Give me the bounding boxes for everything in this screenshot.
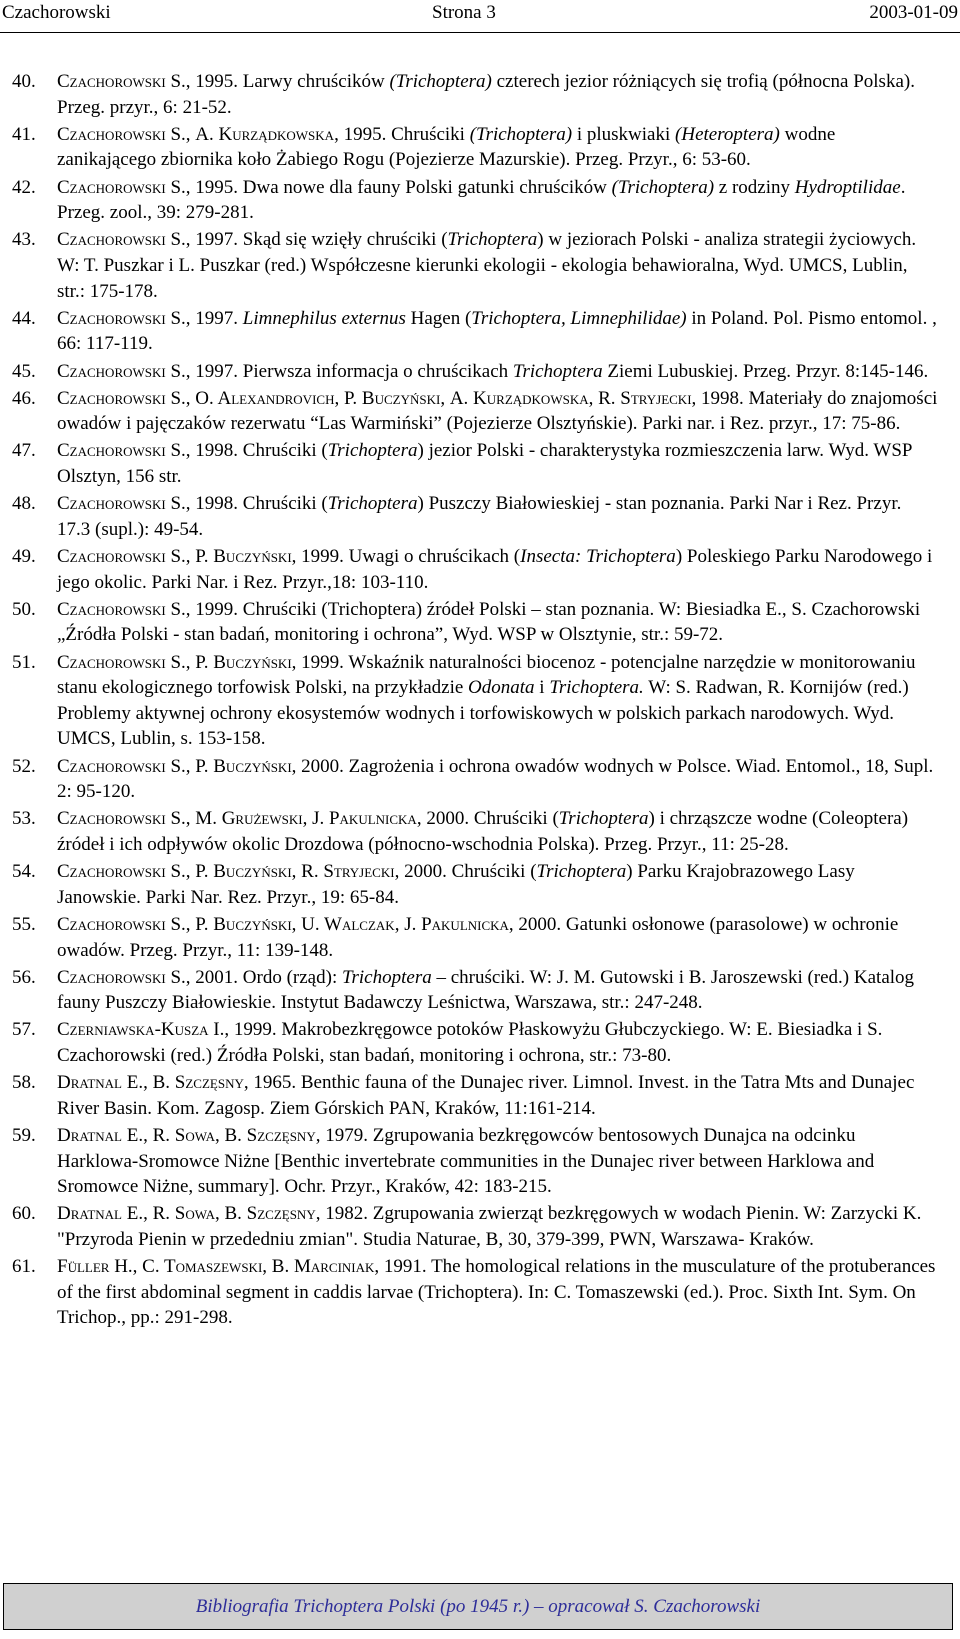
reference-text: , 1995. Larwy chruścików bbox=[185, 71, 390, 92]
reference-italic-text: Trichoptera bbox=[327, 440, 418, 462]
reference-text: , bbox=[143, 1072, 153, 1094]
reference-author: Dratnal E. bbox=[57, 1125, 144, 1147]
reference-number: 50. bbox=[12, 598, 36, 620]
header-date: 2003-01-09 bbox=[869, 2, 958, 23]
reference-text: , bbox=[185, 808, 196, 830]
reference-author: J. Pakulnicka bbox=[312, 808, 417, 830]
reference-text: , bbox=[214, 1125, 225, 1147]
reference-author: Czachorowski S. bbox=[57, 71, 186, 92]
reference-text: – chruściki. W: J. M. Gutowski i B. Jaroszewski (red.) Katalog fauny Puszczy Białowieskie. Instytut Badawczy Leśnictwa, Warszawa, str.: 247-248. bbox=[57, 966, 915, 1014]
reference-text: , 2000. Gatunki osłonowe (parasolowe) w ochronie owadów. Przeg. Przyr., 11: 139-148. bbox=[57, 913, 899, 961]
reference-number: 60. bbox=[12, 1203, 36, 1225]
reference-item bbox=[12, 438, 938, 489]
reference-italic-text: Trichoptera bbox=[558, 808, 649, 830]
reference-item bbox=[12, 175, 938, 226]
reference-author: Czachorowski S. bbox=[57, 440, 186, 462]
reference-text: , 1997. bbox=[185, 307, 243, 329]
reference-item bbox=[12, 650, 938, 752]
footer-text: Bibliografia Trichoptera Polski (po 1945 r.) – opracował S. Czachorowski bbox=[195, 1596, 761, 1617]
reference-italic-text: Trichoptera. bbox=[549, 677, 644, 699]
reference-number: 57. bbox=[12, 1019, 36, 1041]
reference-number: 54. bbox=[12, 861, 36, 883]
reference-number: 46. bbox=[12, 387, 36, 409]
reference-text: , 2000. Chruściki ( bbox=[394, 861, 537, 883]
reference-author: R. Stryjecki bbox=[598, 387, 692, 409]
reference-author: P. Buczyński bbox=[195, 913, 292, 935]
reference-number: 55. bbox=[12, 913, 36, 935]
reference-author: O. Alexandrovich bbox=[195, 387, 335, 409]
reference-number: 48. bbox=[12, 493, 36, 515]
reference-item bbox=[12, 806, 938, 857]
reference-text: i bbox=[534, 677, 550, 699]
reference-item bbox=[12, 859, 938, 910]
reference-text: , 1979. Zgrupowania bezkręgowców bentosowych Dunajca na odcinku Harklowa-Sromowce Niżne [Benthic invertebrate communities in the Dunajec river between Harklowa and Sromowce Niżne, summary]. Ochr. Przyr., Kraków, 42: 183-215. bbox=[57, 1125, 875, 1198]
reference-text: , bbox=[143, 1203, 153, 1225]
reference-text: , 1982. Zgrupowania zwierząt bezkręgowych w wodach Pienin. W: Zarzycki K. "Przyroda Pienin w przededniu zmian". Studia Naturae, B, 30, 379-399, PWN, Warszawa- Kraków. bbox=[57, 1203, 922, 1250]
reference-author: M. Grużewski bbox=[195, 808, 303, 830]
reference-text: ) i chrząszcze wodne (Coleoptera) źródeł i ich odpływów okolic Drozdowa (północno-wschodnia Polska). Przeg. Przyr., 11: 25-28. bbox=[57, 808, 909, 855]
reference-text: , bbox=[291, 861, 302, 883]
reference-text: ) jezior Polski - charakterystyka rozmieszczenia larw. Wyd. WSP Olsztyn, 156 str. bbox=[57, 440, 912, 488]
reference-text: , 2000. Chruściki ( bbox=[416, 808, 559, 830]
reference-number: 56. bbox=[12, 966, 36, 988]
reference-text: Hagen ( bbox=[405, 307, 472, 329]
reference-author: Czachorowski S. bbox=[57, 755, 186, 777]
reference-text: , 1999. Makrobezkręgowce potoków Płaskowyżu Głubczyckiego. W: E. Biesiadka i S. Czachorowski (red.) Źródła Polski, stan badań, monitoring i ochrona, str.: 73-80. bbox=[57, 1019, 883, 1067]
header-author: Czachorowski bbox=[2, 2, 111, 23]
reference-italic-text: (Trichoptera) bbox=[611, 176, 715, 198]
reference-number: 40. bbox=[12, 71, 36, 92]
reference-item bbox=[12, 912, 938, 963]
reference-author: Czachorowski S. bbox=[57, 387, 186, 409]
reference-author: B. Szczęsny bbox=[152, 1072, 244, 1094]
reference-author: P. Buczyński bbox=[195, 861, 292, 883]
reference-author: Czachorowski S. bbox=[57, 861, 186, 883]
reference-item bbox=[12, 359, 938, 385]
reference-text: , 1997. Pierwsza informacja o chruścikach bbox=[185, 360, 513, 382]
header-page-number: Strona 3 bbox=[432, 2, 496, 23]
reference-number: 59. bbox=[12, 1125, 36, 1147]
reference-italic-text: Trichoptera bbox=[341, 966, 432, 988]
reference-text: , bbox=[588, 387, 599, 409]
reference-item bbox=[12, 754, 938, 805]
reference-author: Czachorowski S. bbox=[57, 808, 186, 830]
reference-item bbox=[12, 69, 938, 120]
reference-text: , 2000. Zagrożenia i ochrona owadów wodnych w Polsce. Wiad. Entomol., 18, Supl. 2: 95-120. bbox=[57, 755, 934, 803]
reference-author: Dratnal E. bbox=[57, 1203, 144, 1225]
reference-text: , 2001. Ordo (rząd): bbox=[185, 966, 342, 988]
reference-italic-text: Trichoptera bbox=[327, 493, 418, 515]
reference-text: , bbox=[185, 861, 196, 883]
reference-text: , bbox=[132, 1256, 143, 1278]
reference-italic-text: Odonata bbox=[468, 677, 535, 699]
reference-text: . Przeg. zool., 39: 279-281. bbox=[57, 176, 906, 224]
reference-number: 41. bbox=[12, 123, 36, 145]
reference-author: R. Stryjecki bbox=[301, 861, 395, 883]
reference-author: J. Pakulnicka bbox=[404, 913, 509, 935]
reference-text: , bbox=[185, 387, 196, 409]
reference-author: Czachorowski S. bbox=[57, 493, 186, 515]
reference-italic-text: Trichoptera bbox=[447, 229, 538, 251]
reference-item bbox=[12, 1070, 938, 1121]
reference-author: Czachorowski S. bbox=[57, 913, 186, 935]
reference-author: Czachorowski S. bbox=[57, 123, 186, 145]
reference-italic-text: Limnephilus externus bbox=[242, 307, 406, 329]
reference-text: , bbox=[302, 808, 313, 830]
reference-text: , 1999. Uwagi o chruścikach ( bbox=[291, 546, 521, 568]
reference-author: Czachorowski S. bbox=[57, 651, 186, 673]
reference-number: 61. bbox=[12, 1256, 36, 1278]
page-header bbox=[0, 2, 960, 33]
reference-item bbox=[12, 1123, 938, 1200]
reference-author: Czachorowski S. bbox=[57, 546, 186, 568]
reference-text: , 1998. Materiały do znajomości owadów i pajęczaków rezerwatu “Las Warmiński” (Pojezierze Olsztyńskie). Parki nar. i Rez. przyr., 17: 75-86. bbox=[57, 387, 938, 435]
reference-text: , bbox=[185, 123, 196, 145]
reference-italic-text: Hydroptilidae bbox=[794, 176, 901, 198]
reference-text: i pluskwiaki bbox=[572, 123, 676, 145]
reference-text: , bbox=[185, 546, 196, 568]
reference-author: R. Sowa bbox=[152, 1203, 215, 1225]
reference-author: A. Kurządkowska bbox=[195, 123, 335, 145]
reference-text: , bbox=[262, 1256, 272, 1278]
reference-item bbox=[12, 491, 938, 542]
reference-item bbox=[12, 597, 938, 648]
reference-author: Czachorowski S. bbox=[57, 966, 186, 988]
reference-author: U. Walczak bbox=[301, 913, 395, 935]
reference-text: , 1965. Benthic fauna of the Dunajec river. Limnol. Invest. in the Tatra Mts and Dunajec River Basin. Kom. Zagosp. Ziem Górskich PAN, Kraków, 11:161-214. bbox=[57, 1072, 915, 1119]
reference-item bbox=[12, 306, 938, 357]
reference-text: ) Poleskiego Parku Narodowego i jego okolic. Parki Nar. i Rez. Przyr.,18: 103-110. bbox=[57, 546, 933, 593]
reference-number: 42. bbox=[12, 176, 36, 198]
reference-number: 43. bbox=[12, 229, 36, 251]
reference-text: , 1998. Chruściki ( bbox=[185, 493, 328, 515]
reference-text: , 1999. Wskaźnik naturalności biocenoz - potencjalne narzędzie w monitorowaniu stanu ekologicznego torfowisk Polski, na przykładzie bbox=[57, 651, 916, 699]
reference-italic-text: Insecta: Trichoptera bbox=[520, 546, 676, 568]
reference-item bbox=[12, 544, 938, 595]
reference-item bbox=[12, 1201, 938, 1252]
reference-text: , bbox=[394, 913, 405, 935]
reference-text: in Poland. Pol. Pismo entomol. , 66: 117-119. bbox=[57, 307, 937, 355]
reference-text: , 1995. Dwa nowe dla fauny Polski gatunki chruścików bbox=[185, 176, 612, 198]
reference-text: W: S. Radwan, R. Kornijów (red.) Problemy aktywnej ochrony ekosystemów wodnych i torfowiskowych w polskich parkach narodowych. Wyd. UMCS, Lublin, s. 153-158. bbox=[57, 677, 909, 750]
reference-author: Czachorowski S. bbox=[57, 360, 186, 382]
reference-number: 44. bbox=[12, 307, 36, 329]
page-footer bbox=[3, 1583, 953, 1630]
reference-number: 58. bbox=[12, 1072, 36, 1094]
reference-text: , 1997. Skąd się wzięły chruściki ( bbox=[185, 229, 448, 251]
reference-text: ) Parku Krajobrazowego Lasy Janowskie. Parki Nar. Rez. Przyr., 19: 65-84. bbox=[57, 861, 855, 908]
reference-number: 47. bbox=[12, 440, 36, 462]
reference-list bbox=[12, 69, 938, 1333]
reference-author: Czachorowski S. bbox=[57, 176, 186, 198]
reference-author: Czachorowski S. bbox=[57, 229, 186, 251]
reference-text: wodne zanikającego zbiornika koło Żabiego Rogu (Pojezierze Mazurskie). Przeg. Przyr., 6: 53-60. bbox=[57, 123, 836, 171]
reference-author: B. Szczęsny bbox=[224, 1125, 316, 1147]
reference-author: Dratnal E. bbox=[57, 1072, 144, 1094]
reference-italic-text: (Trichoptera) bbox=[389, 71, 492, 92]
reference-item bbox=[12, 122, 938, 173]
reference-text: , 1999. Chruściki (Trichoptera) źródeł Polski – stan poznania. W: Biesiadka E., S. Czachorowski „Źródła Polski - stan badań, monitoring i ochrona”, Wyd. WSP w Olsztynie, str.: 59-72. bbox=[57, 598, 921, 646]
reference-item bbox=[12, 965, 938, 1016]
reference-text: , 1995. Chruściki bbox=[334, 123, 470, 145]
reference-item bbox=[12, 1017, 938, 1068]
reference-author: A. Kurządkowska bbox=[449, 387, 589, 409]
reference-author: P. Buczyński bbox=[343, 387, 441, 409]
reference-author: C. Tomaszewski bbox=[142, 1256, 263, 1278]
reference-text: , bbox=[143, 1125, 153, 1147]
reference-text: , bbox=[185, 651, 196, 673]
reference-number: 52. bbox=[12, 755, 36, 777]
reference-text: , bbox=[291, 913, 302, 935]
reference-item bbox=[12, 1254, 938, 1331]
reference-text: z rodziny bbox=[714, 176, 795, 198]
reference-item bbox=[12, 227, 938, 304]
reference-author: B. Marciniak bbox=[271, 1256, 375, 1278]
reference-author: Füller H. bbox=[57, 1256, 133, 1278]
reference-text: , bbox=[214, 1203, 225, 1225]
reference-text: ) w jeziorach Polski - analiza strategii życiowych. W: T. Puszkar i L. Puszkar (red.) Współczesne kierunki ekologii - ekologia behawioralna, Wyd. UMCS, Lublin, str.: 175-178. bbox=[57, 229, 917, 302]
reference-number: 45. bbox=[12, 360, 36, 382]
reference-number: 49. bbox=[12, 546, 36, 568]
reference-text: ) Puszczy Białowieskiej - stan poznania. Parki Nar i Rez. Przyr. 17.3 (supl.): 49-54. bbox=[57, 493, 902, 540]
reference-author: R. Sowa bbox=[152, 1125, 215, 1147]
reference-author: B. Szczęsny bbox=[224, 1203, 316, 1225]
reference-number: 53. bbox=[12, 808, 36, 830]
reference-author: Czachorowski S. bbox=[57, 307, 186, 329]
reference-italic-text: Trichoptera bbox=[512, 360, 603, 382]
reference-text: , bbox=[185, 913, 196, 935]
reference-text: , 1998. Chruściki ( bbox=[185, 440, 328, 462]
reference-author: P. Buczyński bbox=[195, 755, 292, 777]
reference-italic-text: Trichoptera bbox=[536, 861, 627, 883]
reference-text: czterech jezior różniących się trofią (północna Polska). Przeg. przyr., 6: 21-52. bbox=[57, 71, 915, 118]
reference-italic-text: (Trichoptera) bbox=[469, 123, 573, 145]
reference-author: Czachorowski S. bbox=[57, 598, 186, 620]
reference-text: Ziemi Lubuskiej. Przeg. Przyr. 8:145-146. bbox=[602, 360, 929, 382]
reference-italic-text: Trichoptera, Limnephilidae) bbox=[471, 307, 687, 329]
reference-text: , 1991. The homological relations in the musculature of the protuberances of the first abdominal segment in caddis larvae (Trichoptera). In: C. Tomaszewski (ed.). Proc. Sixth Int. Sym. On Trichop., pp.: 291-298. bbox=[57, 1256, 936, 1329]
reference-text: , bbox=[334, 387, 344, 409]
reference-number: 51. bbox=[12, 651, 36, 673]
reference-author: P. Buczyński bbox=[195, 546, 292, 568]
reference-text: , bbox=[440, 387, 450, 409]
reference-item bbox=[12, 386, 938, 437]
reference-text: , bbox=[185, 755, 196, 777]
reference-italic-text: (Heteroptera) bbox=[675, 123, 780, 145]
reference-author: P. Buczyński bbox=[195, 651, 292, 673]
reference-author: Czerniawska-Kusza I. bbox=[57, 1019, 225, 1041]
